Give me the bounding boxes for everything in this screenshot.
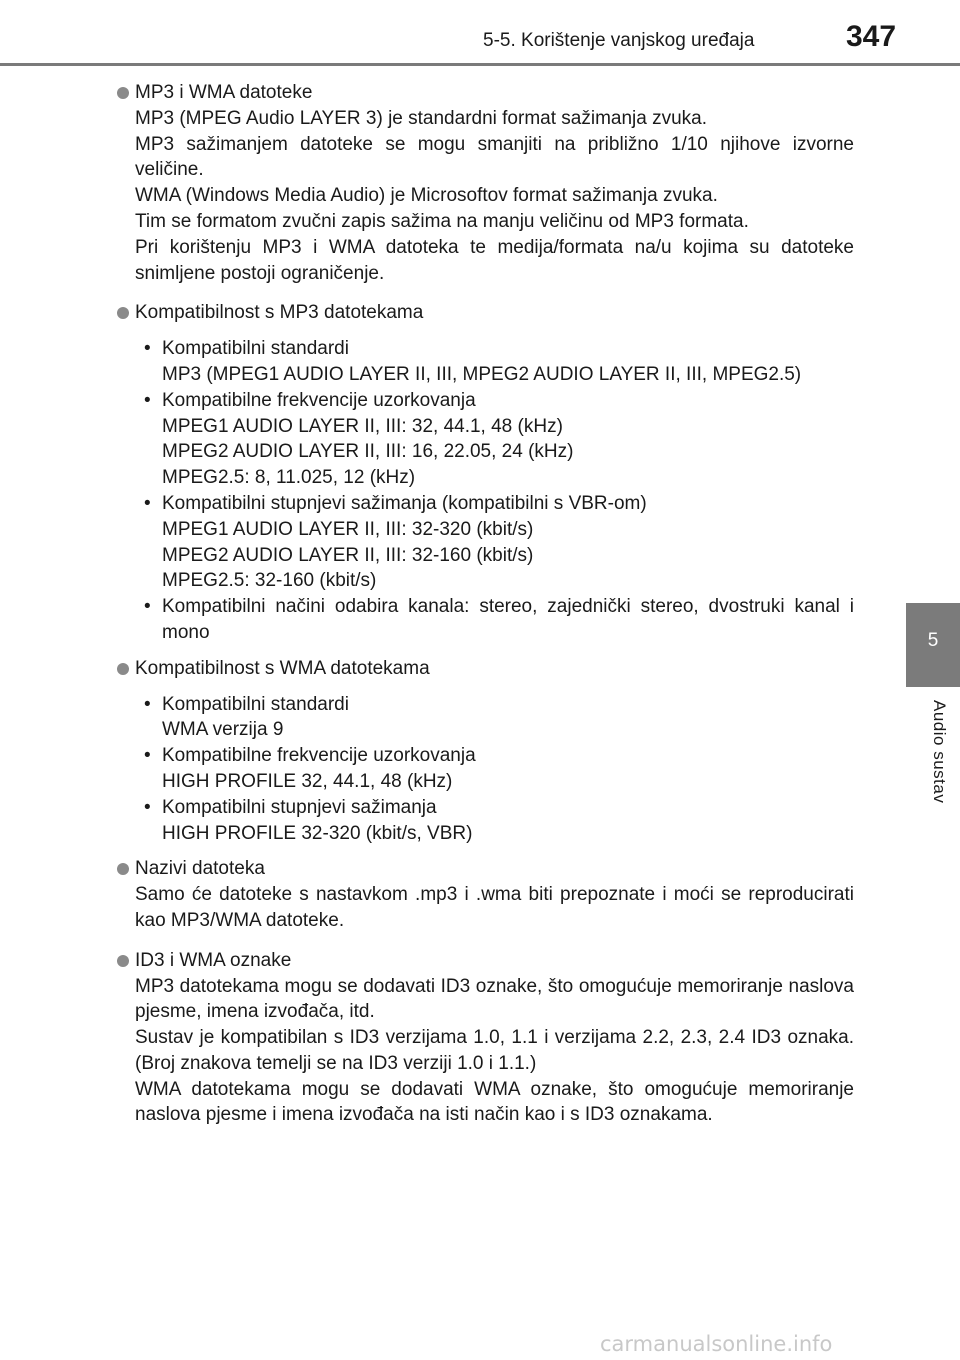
section-heading: MP3 i WMA datoteke bbox=[117, 80, 854, 106]
list-item-value: MPEG2 AUDIO LAYER II, III: 16, 22.05, 24 (kHz) bbox=[162, 441, 574, 463]
chapter-tab-number: 5 bbox=[927, 630, 939, 651]
section-heading: Kompatibilnost s MP3 datotekama bbox=[117, 300, 854, 326]
paragraph: MP3 datotekama mogu se dodavati ID3 oznake, što omogućuje memoriranje naslova pjesme, imena izvođača, itd. bbox=[135, 975, 854, 1023]
watermark: carmanualsonline.info bbox=[600, 1332, 833, 1356]
section-heading: ID3 i WMA oznake bbox=[117, 948, 854, 974]
section-heading: Kompatibilnost s WMA datotekama bbox=[117, 656, 854, 682]
list-item-value: MPEG2.5: 8, 11.025, 12 (kHz) bbox=[162, 467, 416, 489]
list-item: • Kompatibilni standardi bbox=[117, 336, 854, 362]
bullet-icon bbox=[117, 307, 129, 319]
dot-icon: • bbox=[144, 693, 151, 715]
chapter-tab bbox=[906, 603, 960, 687]
bullet-icon bbox=[117, 955, 129, 967]
list-item-value: MP3 (MPEG1 AUDIO LAYER II, III, MPEG2 AUDIO LAYER II, III, MPEG2.5) bbox=[162, 363, 802, 385]
dot-icon: • bbox=[144, 596, 151, 618]
list-item: • Kompatibilne frekvencije uzorkovanja bbox=[117, 743, 854, 769]
dot-icon: • bbox=[144, 796, 151, 818]
dot-icon: • bbox=[144, 338, 151, 360]
list-item-value: MPEG2 AUDIO LAYER II, III: 32-160 (kbit/s) bbox=[162, 544, 534, 566]
paragraph: MP3 sažimanjem datoteke se mogu smanjiti na približno 1/10 njihove izvorne veličine. bbox=[135, 133, 854, 181]
list-item-value: MPEG1 AUDIO LAYER II, III: 32-320 (kbit/s) bbox=[162, 518, 534, 540]
section-title: 5-5. Korištenje vanjskog uređaja bbox=[483, 30, 755, 51]
dot-icon: • bbox=[144, 745, 151, 767]
dot-icon: • bbox=[144, 389, 151, 411]
page-content bbox=[117, 80, 854, 1128]
page-header bbox=[0, 0, 960, 70]
header-rule bbox=[0, 63, 960, 66]
paragraph: WMA datotekama mogu se dodavati WMA oznake, što omogućuje memoriranje naslova pjesme i imena izvođača na isti način kao i s ID3 oznakama. bbox=[135, 1078, 854, 1126]
paragraph: Pri korištenju MP3 i WMA datoteka te medija/formata na/u kojima su datoteke snimljene postoji ograničenje. bbox=[135, 236, 854, 284]
section-mp3-wma-files bbox=[117, 80, 854, 286]
chapter-tab-label: Audio sustav bbox=[930, 700, 949, 804]
paragraph: WMA (Windows Media Audio) je Microsoftov format sažimanja zvuka. bbox=[135, 185, 718, 207]
section-tags bbox=[117, 948, 854, 1129]
list-item-value: HIGH PROFILE 32, 44.1, 48 (kHz) bbox=[162, 770, 453, 792]
bullet-icon bbox=[117, 863, 129, 875]
paragraph: MP3 (MPEG Audio LAYER 3) je standardni format sažimanja zvuka. bbox=[135, 107, 708, 129]
section-heading: Nazivi datoteka bbox=[117, 856, 854, 882]
bullet-icon bbox=[117, 87, 129, 99]
paragraph: Sustav je kompatibilan s ID3 verzijama 1.0, 1.1 i verzijama 2.2, 2.3, 2.4 ID3 oznaka. (Broj znakova temelji se na ID3 verziji 1.0 i 1.1.) bbox=[135, 1027, 854, 1074]
list-item: • Kompatibilni standardi bbox=[117, 692, 854, 718]
list-item: • Kompatibilni stupnjevi sažimanja (kompatibilni s VBR-om) bbox=[117, 491, 854, 517]
list-item: • Kompatibilni načini odabira kanala: stereo, zajednički stereo, dvostruki kanal i mono bbox=[144, 596, 854, 643]
paragraph: Samo će datoteke s nastavkom .mp3 i .wma biti prepoznate i moći se reproducirati kao MP3/WMA datoteke. bbox=[135, 884, 854, 931]
list-item-value: HIGH PROFILE 32-320 (kbit/s, VBR) bbox=[162, 822, 473, 844]
section-mp3-compat bbox=[117, 300, 854, 645]
page-number: 347 bbox=[846, 20, 897, 53]
dot-icon: • bbox=[144, 492, 151, 514]
list-item: • Kompatibilne frekvencije uzorkovanja bbox=[117, 388, 854, 414]
paragraph: Tim se formatom zvučni zapis sažima na manju veličinu od MP3 formata. bbox=[135, 210, 749, 232]
list-item-value: WMA verzija 9 bbox=[162, 719, 284, 741]
bullet-icon bbox=[117, 663, 129, 675]
list-item-value: MPEG2.5: 32-160 (kbit/s) bbox=[162, 570, 377, 592]
list-item: • Kompatibilni stupnjevi sažimanja bbox=[117, 795, 854, 821]
section-wma-compat bbox=[117, 656, 854, 847]
section-file-names bbox=[117, 856, 854, 933]
list-item-value: MPEG1 AUDIO LAYER II, III: 32, 44.1, 48 (kHz) bbox=[162, 415, 563, 437]
